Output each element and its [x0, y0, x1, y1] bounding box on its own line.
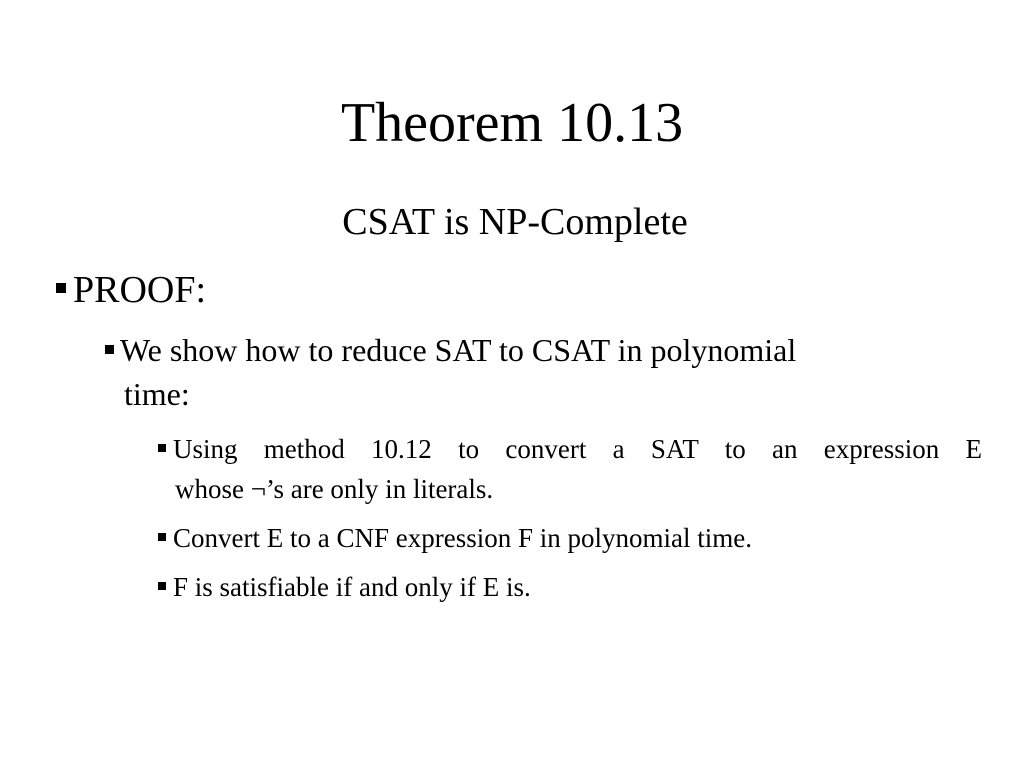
sub-bullet-method-text-line2: whose ¬’s are only in literals. — [175, 474, 494, 504]
slide-title: Theorem 10.13 — [340, 92, 684, 154]
bullet-reduce — [105, 328, 985, 416]
sub-bullet-method-line1 — [158, 428, 982, 470]
sub-bullet-cnf-text: Convert E to a CNF expression F in polynomial time. — [173, 523, 752, 553]
sub-bullet-satisfiable — [158, 566, 982, 608]
square-bullet-icon — [158, 444, 166, 452]
sub-bullet-satisfiable-text: F is satisfiable if and only if E is. — [173, 572, 531, 602]
bullet-reduce-text-line2: time: — [124, 376, 190, 412]
bullet-reduce-text-line1: We show how to reduce SAT to CSAT in polynomial — [120, 332, 797, 368]
sub-bullet-cnf — [158, 517, 982, 559]
bullet-proof-text: PROOF: — [73, 269, 207, 311]
slide-subtitle: CSAT is NP-Complete — [342, 201, 688, 243]
square-bullet-icon — [158, 582, 166, 590]
sub-bullet-method-text-line1: Using method 10.12 to convert a SAT to an expression E — [173, 434, 982, 464]
sub-bullet-method — [158, 428, 982, 510]
square-bullet-icon — [105, 345, 114, 354]
square-bullet-icon — [56, 283, 66, 293]
bullet-proof — [56, 266, 206, 314]
square-bullet-icon — [158, 533, 166, 541]
